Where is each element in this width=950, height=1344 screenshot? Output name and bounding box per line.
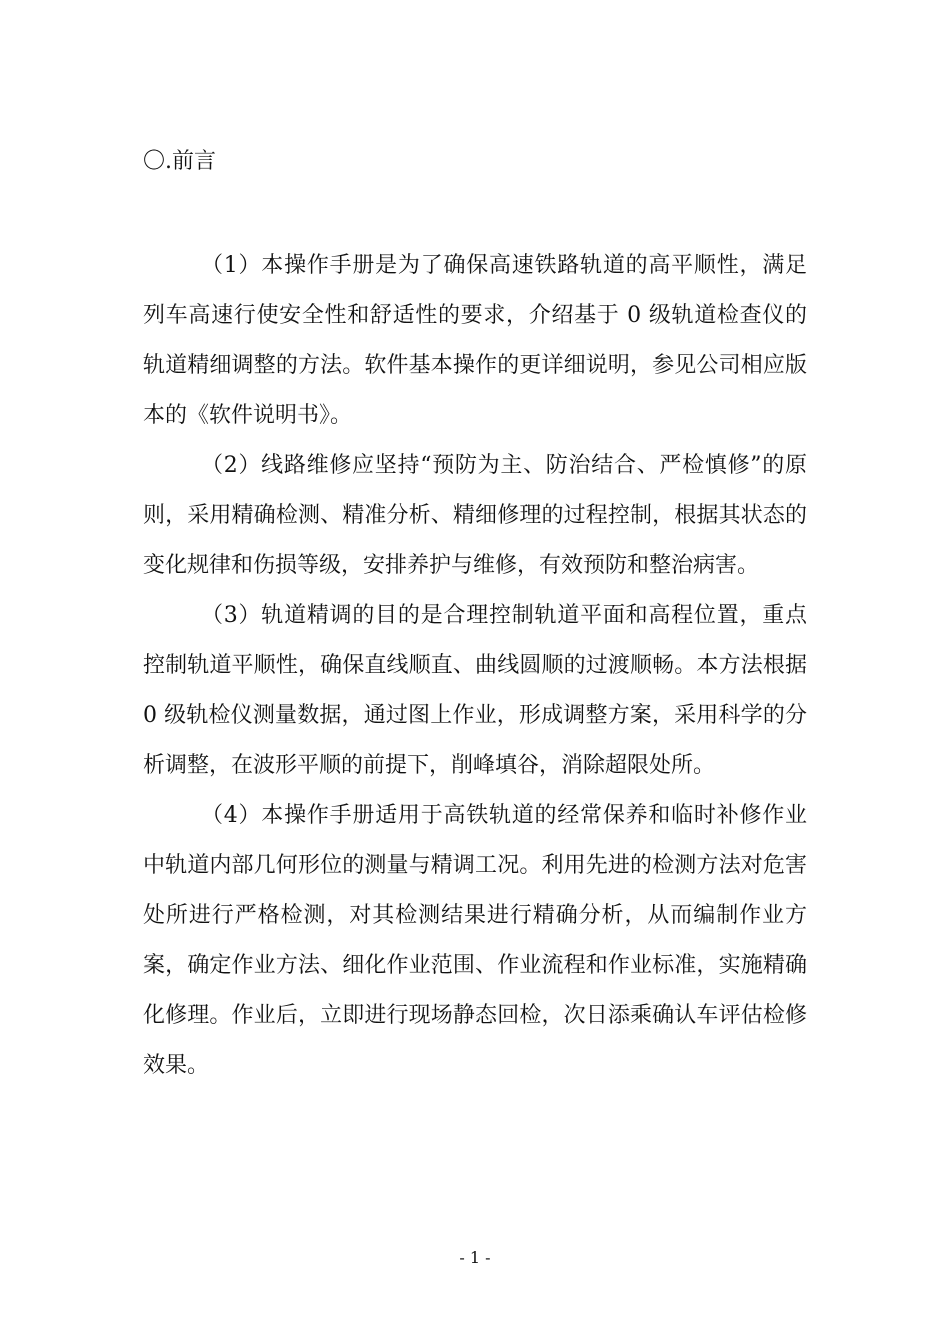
body-text [143,241,807,1091]
section-heading: 〇.前言 [143,149,216,174]
paragraph-4: （4）本操作手册适用于高铁轨道的经常保养和临时补修作业中轨道内部几何形位的测量与精调工况。利用先进的检测方法对危害处所进行严格检测，对其检测结果进行精确分析，从而编制作业方案，确定作业方法、细化作业范围、作业流程和作业标准，实施精确化修理。作业后，立即进行现场静态回检，次日添乘确认车评估检修效果。 [143,803,807,1078]
page-number: - 1 - [459,1248,491,1267]
paragraph-3: （3）轨道精调的目的是合理控制轨道平面和高程位置，重点控制轨道平顺性，确保直线顺直、曲线圆顺的过渡顺畅。本方法根据 0 级轨检仪测量数据，通过图上作业，形成调整方案，采用科学的分析调整，在波形平顺的前提下，削峰填谷，消除超限处所。 [143,603,807,778]
paragraph-1: （1）本操作手册是为了确保高速铁路轨道的高平顺性，满足列车高速行使安全性和舒适性的要求，介绍基于 0 级轨道检查仪的轨道精细调整的方法。软件基本操作的更详细说明，参见公司相应版本的《软件说明书》。 [143,253,807,428]
paragraph-2: （2）线路维修应坚持“预防为主、防治结合、严检慎修”的原则，采用精确检测、精准分析、精细修理的过程控制，根据其状态的变化规律和伤损等级，安排养护与维修，有效预防和整治病害。 [143,453,807,578]
